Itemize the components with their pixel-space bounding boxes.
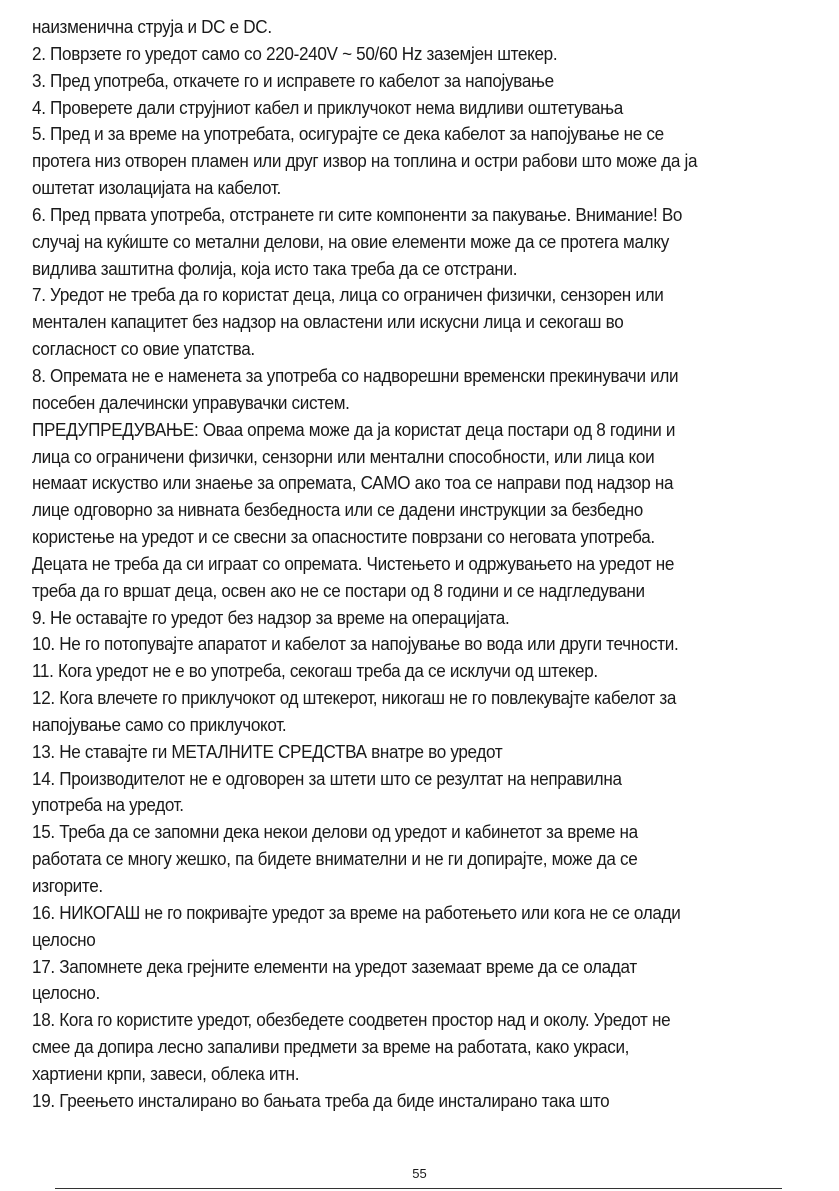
- text-line: треба да го вршат деца, освен ако не се постари од 8 години и се надгледувани: [32, 579, 645, 601]
- text-line: лица со ограничени физички, сензорни или ментални способности, или лица кои: [32, 445, 655, 467]
- text-line: 2. Поврзете го уредот само со 220-240V ~ 50/60 Hz заземјен штекер.: [32, 42, 558, 64]
- text-line: хартиени крпи, завеси, облека итн.: [32, 1062, 300, 1084]
- footer-divider: [55, 1188, 782, 1189]
- text-line: 5. Пред и за време на употребата, осигурајте се дека кабелот за напојување не се: [32, 123, 664, 145]
- text-line: 8. Опремата не е наменета за употреба со надворешни временски прекинувачи или: [32, 364, 679, 386]
- text-line: изгорите.: [32, 875, 103, 896]
- text-line: употреба на уредот.: [32, 794, 184, 816]
- text-line: 13. Не ставајте ги МЕТАЛНИТЕ СРЕДСТВА внатре во уредот: [32, 740, 503, 762]
- text-line: користење на уредот и се свесни за опасностите поврзани со неговата употреба.: [32, 526, 655, 548]
- text-line: протега низ отворен пламен или друг извор на топлина и остри рабови што може да ја: [32, 150, 698, 172]
- text-line: ментален капацитет без надзор на овластени или искусни лица и секогаш во: [32, 311, 624, 333]
- text-line: 14. Производителот не е одговорен за штети што се резултат на неправилна: [32, 767, 622, 789]
- text-line: 16. НИКОГАШ не го покривајте уредот за време на работењето или кога не се олади: [32, 901, 681, 923]
- text-line: 7. Уредот не треба да го користат деца, лица со ограничен физички, сензорен или: [32, 284, 664, 306]
- text-line: 10. Не го потопувајте апаратот и кабелот за напојување во вода или други течности.: [32, 633, 679, 655]
- text-line: 18. Кога го користите уредот, обезбедете соодветен простор над и околу. Уредот не: [32, 1009, 671, 1031]
- text-line: оштетат изолацијата на кабелот.: [32, 177, 281, 199]
- text-line: видлива заштитна фолија, која исто така треба да се отстрани.: [32, 257, 518, 279]
- text-line: немаат искуство или знаење за опремата, САМО ако тоа се направи под надзор на: [32, 472, 674, 494]
- text-line: 19. Греењето инсталирано во бањата треба да биде инсталирано така што: [32, 1089, 610, 1111]
- page-number: 55: [412, 1166, 427, 1181]
- text-line: 6. Пред првата употреба, отстранете ги сите компоненти за пакување. Внимание! Во: [32, 203, 683, 225]
- text-line: посебен далечински управувачки систем.: [32, 391, 350, 413]
- text-line: напојување само со приклучокот.: [32, 713, 287, 735]
- text-line: 11. Кога уредот не е во употреба, секогаш треба да се исклучи од штекер.: [32, 660, 598, 682]
- text-line: 9. Не оставајте го уредот без надзор за време на операцијата.: [32, 606, 510, 628]
- text-line: ПРЕДУПРЕДУВАЊЕ: Оваа опрема може да ја користат деца постари од 8 години и: [32, 418, 676, 440]
- text-line: смее да допира лесно запаливи предмети за време на работата, како украси,: [32, 1036, 630, 1058]
- text-line: целосно.: [32, 982, 100, 1004]
- text-line: 12. Кога влечете го приклучокот од штекерот, никогаш не го повлекувајте кабелот за: [32, 687, 677, 709]
- text-line: 3. Пред употреба, откачете го и исправете го кабелот за напојување: [32, 69, 554, 91]
- text-line: работата се многу жешко, па бидете внимателни и не ги допирајте, може да се: [32, 848, 638, 870]
- text-line: наизменична струја и DC е DC.: [32, 16, 272, 37]
- text-line: лице одговорно за нивната безбедноста или се дадени инструкции за безбедно: [32, 499, 643, 521]
- text-line: 4. Проверете дали струјниот кабел и приклучокот нема видливи оштетувања: [32, 96, 623, 118]
- text-line: Децата не треба да си играат со опремата. Чистењето и одржувањето на уредот не: [32, 552, 675, 574]
- text-line: 17. Запомнете дека грејните елементи на уредот заземаат време да се оладат: [32, 955, 637, 977]
- text-line: случај на куќиште со метални делови, на овие елементи може да се протега малку: [32, 230, 669, 252]
- text-line: целосно: [32, 928, 96, 950]
- text-line: согласност со овие упатства.: [32, 338, 255, 360]
- body-text: [32, 14, 832, 1115]
- text-line: 15. Треба да се запомни дека некои делови од уредот и кабинетот за време на: [32, 821, 638, 843]
